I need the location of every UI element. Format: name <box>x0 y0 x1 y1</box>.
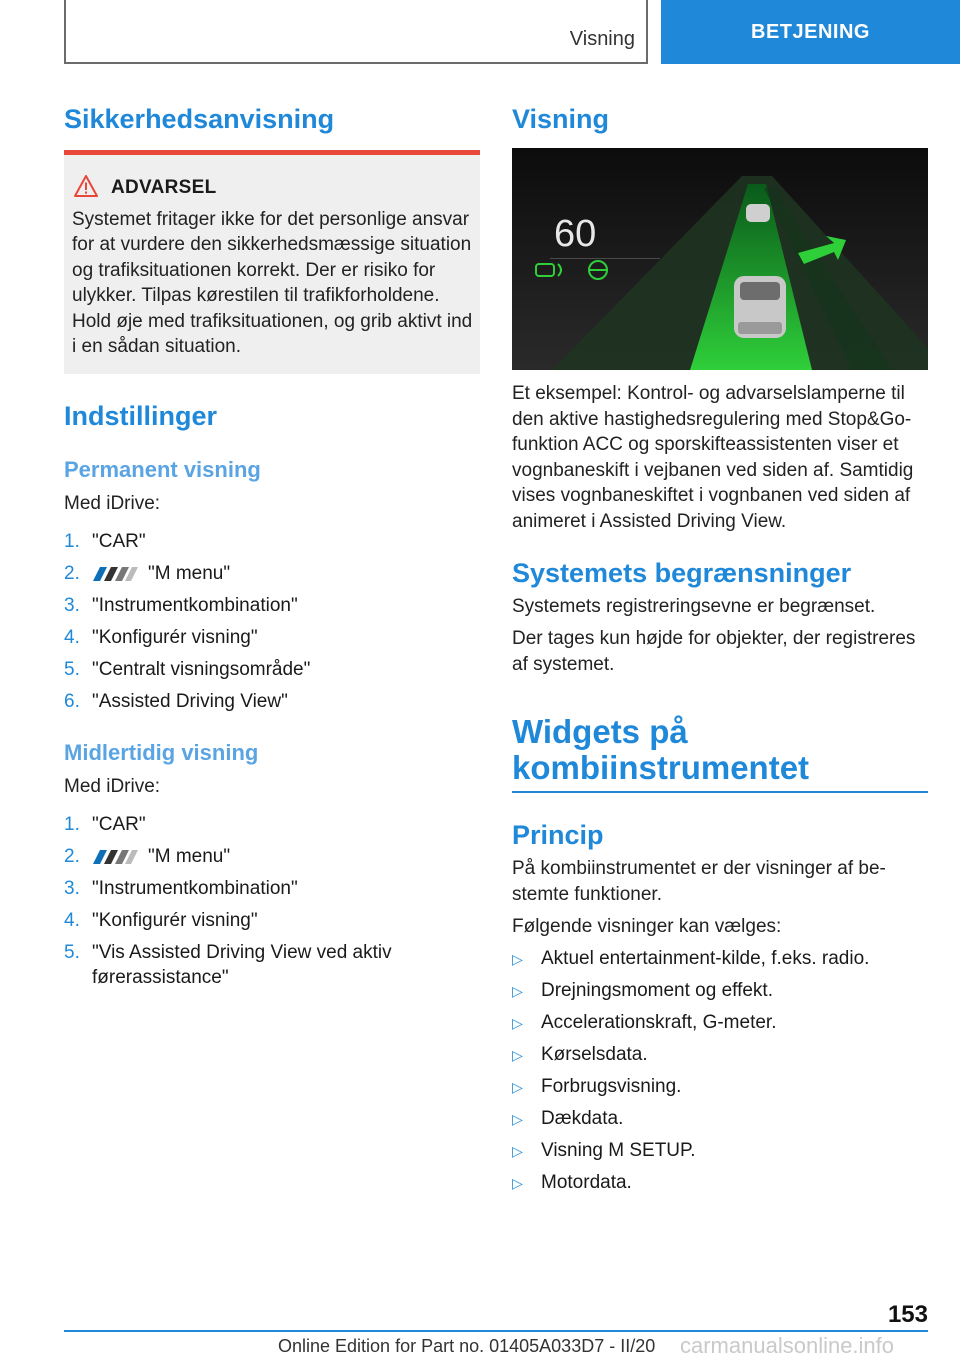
bullet-triangle-icon: ▷ <box>512 1175 523 1191</box>
m-logo-icon <box>92 567 138 581</box>
temporary-view-heading: Midlertidig visning <box>64 740 259 765</box>
list-item: ▷ Aktuel entertainment-kilde, f.eks. radio. <box>512 946 932 971</box>
list-item: 1. "CAR" <box>64 814 146 835</box>
assisted-driving-illustration <box>512 148 928 370</box>
warning-label: ADVARSEL <box>111 177 217 198</box>
header-frame <box>64 0 648 64</box>
limits-paragraph-2: Der tages kun højde for objekter, der registreres af systemet. <box>512 628 916 675</box>
list-item: 4. "Konfigurér visning" <box>64 910 258 931</box>
principle-heading: Princip <box>512 820 604 850</box>
warning-triangle-icon <box>74 175 98 197</box>
footer-rule <box>64 1330 928 1332</box>
temporary-steps <box>64 812 484 997</box>
view-heading: Visning <box>512 104 610 134</box>
chapter-tab[interactable]: BETJENING <box>661 0 960 64</box>
bullet-triangle-icon: ▷ <box>512 1111 523 1127</box>
list-item: ▷ Accelerationskraft, G-meter. <box>512 1010 932 1035</box>
illustration-caption: Et eksempel: Kontrol- og advarselslamperne til den aktive hastighedsregulering med Stop&Go- funktion ACC og sporskifteassistenten viser et vognbaneskift i vejbanen ved siden af. Samtidig vises vognbaneskiftet i vognbanen ved siden af animeret i Assisted Driving View. <box>512 383 914 532</box>
permanent-steps <box>64 529 484 721</box>
warning-box <box>64 150 480 374</box>
edition-note: Online Edition for Part no. 01405A033D7 - II/20 <box>278 1336 656 1356</box>
speed-readout: 60 <box>554 213 597 255</box>
list-item: 6. "Assisted Driving View" <box>64 691 288 712</box>
settings-heading: Indstillinger <box>64 401 218 431</box>
list-item: 5. "Vis Assisted Driving View ved aktiv førerassistance" <box>64 942 392 988</box>
safety-heading: Sikkerhedsanvisning <box>64 104 335 134</box>
list-item: ▷ Visning M SETUP. <box>512 1138 932 1163</box>
m-logo-icon <box>92 850 138 864</box>
list-item: 2. "M menu" <box>64 563 231 584</box>
bullet-triangle-icon: ▷ <box>512 983 523 999</box>
list-item: 1. "CAR" <box>64 531 146 552</box>
bullet-triangle-icon: ▷ <box>512 1015 523 1031</box>
widgets-heading: Widgets på kombiinstrumentet <box>512 713 810 786</box>
page-number: 153 <box>887 1301 928 1328</box>
limits-heading: Systemets begrænsninger <box>512 558 852 588</box>
list-item: 3. "Instrumentkombination" <box>64 878 298 899</box>
section-rule <box>512 791 928 793</box>
list-item: ▷ Forbrugsvisning. <box>512 1074 932 1099</box>
warning-text: Systemet fritager ikke for det personlige ansvar for at vurdere den sikkerhedsmæssige situation og trafiksituationen korrekt. Der er risiko for ulykker. Tilpas kørestilen til trafikforholdene. Hold øje med trafiksituationen, og grib aktivt ind i en sådan situation. <box>72 209 473 358</box>
temporary-intro: Med iDrive: <box>64 776 161 797</box>
list-item: 2. "M menu" <box>64 846 231 867</box>
widget-list <box>512 946 932 1202</box>
watermark: carmanualsonline.info <box>680 1333 895 1358</box>
list-item: 3. "Instrumentkombination" <box>64 595 298 616</box>
limits-paragraph-1: Systemets registreringsevne er begrænset. <box>512 596 876 617</box>
list-item: 5. "Centralt visningsområde" <box>64 659 311 680</box>
bullet-triangle-icon: ▷ <box>512 951 523 967</box>
list-item: ▷ Motordata. <box>512 1170 932 1195</box>
list-item: 4. "Konfigurér visning" <box>64 627 258 648</box>
principle-paragraph-1: På kombiinstrumentet er der visninger af be- stemte funktioner. <box>512 858 886 905</box>
list-item: ▷ Kørselsdata. <box>512 1042 932 1067</box>
list-item: ▷ Drejningsmoment og effekt. <box>512 978 932 1003</box>
permanent-intro: Med iDrive: <box>64 493 161 514</box>
header-section-title: Visning <box>569 28 635 50</box>
bullet-triangle-icon: ▷ <box>512 1047 523 1063</box>
list-item: ▷ Dækdata. <box>512 1106 932 1131</box>
bullet-triangle-icon: ▷ <box>512 1143 523 1159</box>
principle-paragraph-2: Følgende visninger kan vælges: <box>512 916 782 937</box>
bullet-triangle-icon: ▷ <box>512 1079 523 1095</box>
permanent-view-heading: Permanent visning <box>64 457 261 482</box>
